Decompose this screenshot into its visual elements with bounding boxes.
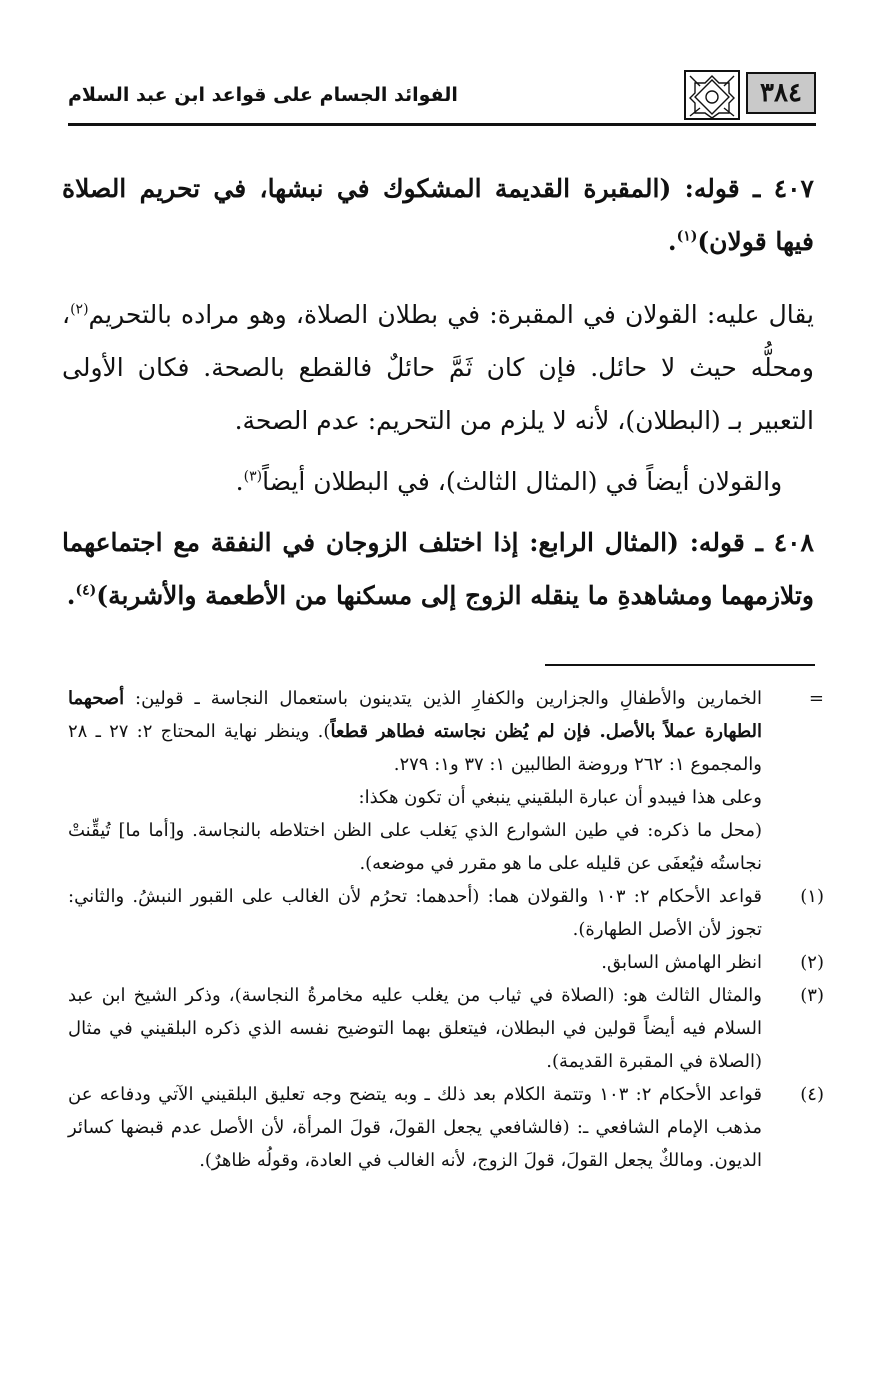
running-title: الفوائد الجسام على قواعد ابن عبد السلام <box>68 84 458 106</box>
paragraph-end: . <box>66 581 76 610</box>
footnote-line: (محل ما ذكره: في طين الشوارع الذي يَغلب على الظن اختلاطه بالنجاسة. و[أما ما] تُيقِّنتْ نجاستُه فيُعفَى عن قليله على ما هو مقرر في موضعه). <box>68 820 762 874</box>
footnote-ref-1: (١) <box>676 228 698 245</box>
footnote-bold-text: أصحهما الطهارة عملاً بالأصل. فإن لم يُظن نجاسته فطاهر قطعاً <box>68 688 762 742</box>
footnote-3 <box>68 979 824 1078</box>
footnote-marker: (٣) <box>800 985 824 1006</box>
paragraph-407 <box>62 162 814 268</box>
paragraph-text: ٤٠٨ ـ قوله: (المثال الرابع: إذا اختلف الزوجان في النفقة مع اجتماعهما وتلازمهما ومشاهدةِ ما ينقله الزوج إلى مسكنها من الأطعمة والأشربة) <box>62 528 814 610</box>
paragraph-end: . <box>235 467 244 496</box>
footnote-ref-3: (٣) <box>243 468 263 485</box>
paragraph-408 <box>62 516 814 622</box>
footnote-text: قواعد الأحكام ٢: ١٠٣ وتتمة الكلام بعد ذلك ـ وبه يتضح وجه تعليق البلقيني الآتي ودفاعه عن مذهب الإمام الشافعي ـ: (فالشافعي يجعل القولَ، قولَ المرأة، لأن الأصل عدم قبضها كسائر الديون. ومالكٌ يجعل القولَ، قولَ الزوج، لأنه الغالب في العادة، وقولُه ظاهرٌ). <box>68 1084 763 1171</box>
paragraph-end: . <box>667 227 677 256</box>
paragraph-commentary <box>62 288 814 447</box>
page-number: ٣٨٤ <box>746 72 816 114</box>
footnote-text: والمثال الثالث هو: (الصلاة في ثياب من يغلب عليه مخامرةُ النجاسة)، وذكر الشيخ ابن عبد السلام فيه أيضاً قولين في البطلان، فيتعلق بهما التوضيح نفسه الذي ذكره البلقيني في مثال (الصلاة في المقبرة القديمة). <box>68 985 762 1072</box>
paragraph-text: والقولان أيضاً في (المثال الثالث)، في البطلان أيضاً <box>262 467 783 496</box>
footnotes <box>68 682 824 1177</box>
footnote-separator <box>545 664 815 666</box>
geometric-ornament-icon <box>684 70 740 120</box>
header-rule <box>68 123 816 126</box>
footnote-text <box>68 682 762 781</box>
footnote-4 <box>68 1078 824 1177</box>
footnote-continuation <box>68 682 824 781</box>
footnote-marker: (٢) <box>800 952 824 973</box>
footnote-ref-2: (٢) <box>70 301 89 318</box>
footnote-1 <box>68 880 824 946</box>
paragraph-text: ، ومحلُّه حيث لا حائل. فإن كان ثَمَّ حائلٌ فالقطع بالصحة. فكان الأولى التعبير بـ (البطلان)، لأنه لا يلزم من التحريم: عدم الصحة. <box>62 300 814 435</box>
continuation-marker: = <box>808 688 824 709</box>
paragraph-text: يقال عليه: القولان في المقبرة: في بطلان الصلاة، وهو مراده بالتحريم <box>88 300 814 329</box>
footnote-text: انظر الهامش السابق. <box>601 952 762 973</box>
footnote-marker: (١) <box>800 886 824 907</box>
footnote-2 <box>68 946 824 979</box>
footnote-ref-4: (٤) <box>75 582 97 599</box>
footnote-line: وعلى هذا فيبدو أن عبارة البلقيني ينبغي أن تكون هكذا: <box>358 787 762 808</box>
main-text <box>62 162 814 622</box>
footnote-text-part: ). وينظر نهاية المحتاج ٢: ٢٧ ـ ٢٨ والمجموع ١: ٢٦٢ وروضة الطالبين ١: ٣٧ و١: ٢٧٩. <box>68 721 762 775</box>
paragraph-text: ٤٠٧ ـ قوله: (المقبرة القديمة المشكوك في نبشها، في تحريم الصلاة فيها قولان) <box>62 174 814 256</box>
footnote-text: قواعد الأحكام ٢: ١٠٣ والقولان هما: (أحدهما: تحرُم لأن الغالب على القبور النبشُ. والثاني: تجوز لأن الأصل الطهارة). <box>68 886 763 940</box>
footnote-marker: (٤) <box>800 1084 824 1105</box>
page-header <box>68 70 816 126</box>
footnote-text-part: الخمارين والأطفالِ والجزارين والكفارِ الذين يتدينون باستعمال النجاسة ـ قولين: <box>124 688 762 709</box>
paragraph-third-example <box>62 455 814 508</box>
